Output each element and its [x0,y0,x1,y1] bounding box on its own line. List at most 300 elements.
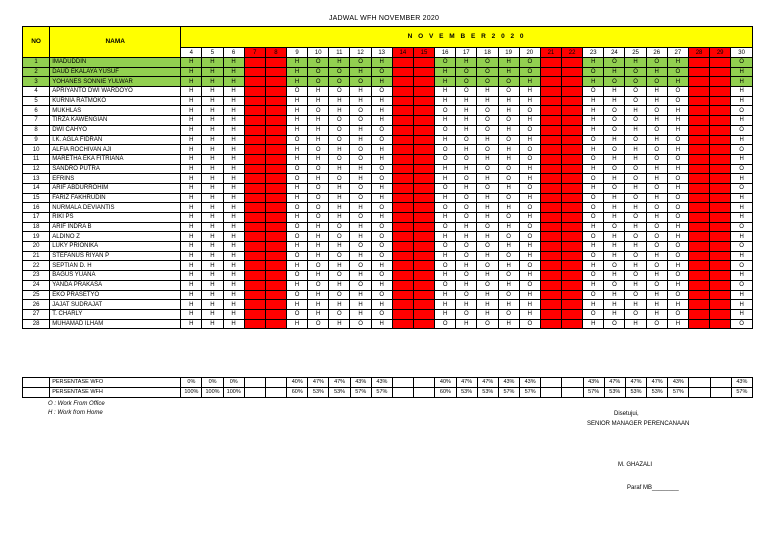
schedule-cell: O [604,116,625,126]
schedule-cell: H [435,87,456,97]
schedule-cell: O [625,96,646,106]
schedule-cell: H [308,309,329,319]
schedule-cell: H [286,193,307,203]
employee-no: 23 [23,271,50,281]
schedule-cell: H [456,300,477,310]
schedule-cell [244,193,265,203]
employee-name: SANDRO PUTRA [50,164,181,174]
schedule-cell: O [667,174,688,184]
schedule-cell: H [308,232,329,242]
employee-no: 28 [23,319,50,329]
schedule-cell: H [202,309,223,319]
schedule-cell: H [519,135,540,145]
schedule-cell: O [286,174,307,184]
employee-no: 9 [23,135,50,145]
schedule-cell: H [329,106,350,116]
schedule-cell [392,116,413,126]
schedule-cell [688,232,709,242]
schedule-cell: O [435,261,456,271]
schedule-cell [265,96,286,106]
schedule-cell: H [223,222,244,232]
schedule-cell: O [456,135,477,145]
schedule-cell: O [477,183,498,193]
schedule-cell: H [498,58,519,68]
schedule-cell: O [371,242,392,252]
employee-name: MUHAMAD ILHAM [50,319,181,329]
schedule-cell: O [308,164,329,174]
schedule-cell [540,213,561,223]
percentage-value [710,378,731,388]
percentage-value: 53% [604,388,625,398]
schedule-cell [244,116,265,126]
day-header: 11 [329,48,350,58]
schedule-cell [265,261,286,271]
header-nama: NAMA [50,27,181,58]
percentage-value: 53% [329,388,350,398]
schedule-cell: H [350,300,371,310]
schedule-cell: H [435,164,456,174]
schedule-cell: H [731,290,753,300]
employee-name: JAJAT SUDRAJAT [50,300,181,310]
schedule-cell [710,193,731,203]
schedule-cell: H [498,154,519,164]
schedule-cell: O [498,213,519,223]
schedule-cell: H [646,67,667,77]
schedule-cell: H [223,232,244,242]
schedule-cell [413,242,434,252]
percentage-value: 57% [520,388,541,398]
schedule-cell [392,125,413,135]
schedule-cell: H [181,271,202,281]
percentage-value: 47% [308,378,329,388]
percentage-value [265,378,286,388]
schedule-cell: O [646,106,667,116]
schedule-cell: H [202,251,223,261]
schedule-cell [688,251,709,261]
day-header: 22 [562,48,583,58]
schedule-cell [562,67,583,77]
schedule-cell: H [625,183,646,193]
schedule-cell: H [223,271,244,281]
schedule-cell: H [456,164,477,174]
schedule-cell: O [667,290,688,300]
schedule-cell [688,183,709,193]
schedule-cell: H [350,232,371,242]
schedule-cell: H [371,213,392,223]
employee-no: 17 [23,213,50,223]
schedule-cell: O [498,135,519,145]
schedule-cell: H [731,251,753,261]
schedule-cell: O [350,116,371,126]
percentage-value [393,378,414,388]
schedule-cell: H [519,251,540,261]
schedule-cell: O [456,154,477,164]
percentage-value: 47% [456,378,477,388]
schedule-cell [562,96,583,106]
employee-row [23,164,753,174]
schedule-cell [265,125,286,135]
schedule-cell [265,174,286,184]
employee-name: RIKI PS [50,213,181,223]
schedule-cell: H [477,87,498,97]
schedule-cell: H [646,96,667,106]
percentage-value: 47% [329,378,350,388]
schedule-cell: H [223,242,244,252]
percentage-value: 60% [435,388,456,398]
percentage-value [244,378,265,388]
schedule-cell [265,251,286,261]
schedule-cell: H [519,174,540,184]
schedule-cell: H [583,96,604,106]
employee-name: STEFANUS RIYAN P [50,251,181,261]
schedule-cell: O [371,309,392,319]
schedule-cell: H [202,135,223,145]
schedule-cell: O [625,213,646,223]
schedule-cell [265,213,286,223]
schedule-cell: O [646,319,667,329]
schedule-cell: O [667,67,688,77]
schedule-cell: O [435,58,456,68]
employee-row [23,319,753,329]
schedule-cell: O [625,271,646,281]
schedule-cell: H [202,271,223,281]
day-header: 4 [181,48,202,58]
employee-no: 8 [23,125,50,135]
schedule-cell: H [625,319,646,329]
schedule-cell [413,290,434,300]
schedule-cell: O [456,271,477,281]
schedule-cell [413,67,434,77]
schedule-cell: O [519,145,540,155]
day-header: 20 [519,48,540,58]
schedule-cell [392,271,413,281]
schedule-cell [413,280,434,290]
schedule-cell: H [223,174,244,184]
schedule-cell [392,96,413,106]
schedule-cell: H [181,222,202,232]
schedule-cell: O [646,125,667,135]
schedule-cell [540,67,561,77]
schedule-cell: H [477,271,498,281]
schedule-cell [265,280,286,290]
schedule-cell: H [223,183,244,193]
employee-row [23,77,753,87]
schedule-cell: H [456,58,477,68]
schedule-cell: H [181,87,202,97]
schedule-cell [265,193,286,203]
schedule-cell: H [583,116,604,126]
schedule-cell: O [329,222,350,232]
schedule-cell [688,106,709,116]
schedule-cell: H [435,300,456,310]
schedule-cell [244,87,265,97]
schedule-cell: H [456,145,477,155]
schedule-cell: H [181,106,202,116]
schedule-cell: H [477,154,498,164]
schedule-cell: O [498,251,519,261]
schedule-cell: H [625,280,646,290]
schedule-cell: H [604,242,625,252]
schedule-cell: H [371,145,392,155]
employee-name: BAGUS YUANA [50,271,181,281]
schedule-cell: H [350,174,371,184]
schedule-cell: H [731,174,753,184]
schedule-cell: H [646,174,667,184]
percentage-value: 57% [668,388,689,398]
schedule-cell [244,290,265,300]
schedule-cell [392,174,413,184]
employee-name: MARETHA EKA FITRIANA [50,154,181,164]
day-header: 8 [265,48,286,58]
schedule-cell: O [667,309,688,319]
schedule-cell: H [308,251,329,261]
schedule-cell: O [604,77,625,87]
schedule-cell [562,222,583,232]
schedule-cell: O [329,174,350,184]
schedule-cell: H [371,58,392,68]
schedule-cell: H [350,203,371,213]
schedule-cell [540,251,561,261]
schedule-cell: O [519,154,540,164]
schedule-cell [562,300,583,310]
schedule-cell: H [604,154,625,164]
schedule-cell [540,183,561,193]
schedule-cell: H [308,116,329,126]
schedule-cell [392,77,413,87]
schedule-cell: H [604,87,625,97]
schedule-cell: O [329,309,350,319]
schedule-cell: H [308,271,329,281]
schedule-cell: O [308,77,329,87]
schedule-cell: H [519,96,540,106]
schedule-cell: O [583,193,604,203]
schedule-cell [392,232,413,242]
employee-no: 24 [23,280,50,290]
schedule-cell [562,135,583,145]
schedule-cell: H [286,125,307,135]
schedule-cell: O [329,87,350,97]
schedule-cell: O [477,67,498,77]
schedule-cell [710,116,731,126]
percentage-value: 43% [498,378,519,388]
schedule-cell: H [223,164,244,174]
schedule-cell: O [583,67,604,77]
schedule-cell [710,319,731,329]
employee-row [23,203,753,213]
schedule-cell [688,271,709,281]
schedule-cell: H [498,203,519,213]
schedule-cell: O [604,280,625,290]
schedule-cell: H [731,87,753,97]
employee-row [23,261,753,271]
day-header: 26 [646,48,667,58]
schedule-cell: H [498,145,519,155]
schedule-cell: O [519,280,540,290]
employee-row [23,154,753,164]
schedule-cell: O [519,67,540,77]
schedule-cell [392,261,413,271]
schedule-cell: H [519,290,540,300]
schedule-cell: H [625,300,646,310]
schedule-cell: H [223,193,244,203]
schedule-cell: H [181,232,202,242]
percentage-label: PERSENTASE WFH [50,388,181,398]
schedule-cell [710,96,731,106]
schedule-cell: H [646,135,667,145]
employee-no: 19 [23,232,50,242]
schedule-cell: O [456,213,477,223]
schedule-cell: O [350,58,371,68]
schedule-cell: H [667,58,688,68]
schedule-cell: O [646,203,667,213]
schedule-cell [710,125,731,135]
schedule-cell [562,164,583,174]
schedule-cell: O [435,280,456,290]
schedule-cell: H [583,222,604,232]
schedule-cell [562,290,583,300]
schedule-cell: O [329,290,350,300]
schedule-cell: O [625,232,646,242]
day-header: 16 [435,48,456,58]
schedule-cell: H [498,261,519,271]
schedule-cell: H [329,319,350,329]
schedule-cell: H [202,232,223,242]
percentage-value: 53% [647,388,668,398]
schedule-cell: O [371,174,392,184]
schedule-cell: H [223,203,244,213]
schedule-cell: H [223,96,244,106]
schedule-cell: O [308,319,329,329]
employee-row [23,222,753,232]
schedule-cell: O [731,222,753,232]
schedule-cell: H [202,242,223,252]
schedule-cell: O [371,135,392,145]
schedule-cell: H [498,300,519,310]
schedule-cell [392,183,413,193]
schedule-cell: H [625,154,646,164]
schedule-cell: O [286,271,307,281]
schedule-cell [265,145,286,155]
schedule-cell [688,116,709,126]
schedule-cell: H [329,193,350,203]
schedule-cell [688,309,709,319]
day-header: 24 [604,48,625,58]
schedule-cell: O [435,222,456,232]
schedule-cell [710,203,731,213]
schedule-cell: O [646,154,667,164]
schedule-cell: H [202,193,223,203]
schedule-cell [540,280,561,290]
schedule-cell: O [371,87,392,97]
schedule-cell: O [435,319,456,329]
schedule-cell: H [667,261,688,271]
schedule-cell [710,300,731,310]
schedule-cell: O [477,280,498,290]
schedule-cell: O [731,242,753,252]
day-header: 18 [477,48,498,58]
schedule-cell [244,174,265,184]
schedule-cell: H [625,145,646,155]
schedule-cell [413,174,434,184]
schedule-cell: O [329,154,350,164]
employee-name: NURMALA DEVIANTIS [50,203,181,213]
schedule-cell: O [667,154,688,164]
schedule-cell: O [350,145,371,155]
schedule-cell: O [646,232,667,242]
schedule-cell: O [371,125,392,135]
schedule-cell [413,232,434,242]
schedule-cell [413,106,434,116]
schedule-cell: O [646,222,667,232]
schedule-cell: O [625,164,646,174]
schedule-cell: O [350,319,371,329]
percentage-value: 100% [181,388,202,398]
schedule-cell: O [350,280,371,290]
schedule-cell [688,125,709,135]
schedule-cell: H [181,174,202,184]
schedule-cell: O [604,164,625,174]
schedule-cell: H [371,319,392,329]
schedule-cell: O [498,174,519,184]
schedule-cell: O [371,164,392,174]
schedule-cell: H [181,164,202,174]
schedule-cell: O [371,271,392,281]
schedule-cell: H [646,87,667,97]
schedule-cell: H [350,222,371,232]
schedule-cell: H [286,77,307,87]
schedule-cell: O [667,135,688,145]
schedule-cell [540,96,561,106]
schedule-cell: H [667,116,688,126]
employee-row [23,96,753,106]
schedule-cell: O [498,309,519,319]
schedule-cell: O [731,145,753,155]
schedule-cell [413,222,434,232]
schedule-cell: O [498,77,519,87]
percentage-value: 57% [350,388,371,398]
schedule-cell: H [731,300,753,310]
schedule-cell: H [181,193,202,203]
employee-no: 2 [23,67,50,77]
schedule-cell: O [731,106,753,116]
schedule-cell: O [498,290,519,300]
schedule-cell: H [435,193,456,203]
schedule-cell [688,290,709,300]
schedule-cell: H [181,251,202,261]
schedule-cell: H [731,232,753,242]
schedule-cell: O [435,242,456,252]
schedule-cell: O [583,203,604,213]
schedule-cell [392,193,413,203]
day-header: 13 [371,48,392,58]
day-header: 14 [392,48,413,58]
schedule-cell: H [604,174,625,184]
schedule-cell [392,309,413,319]
schedule-cell: O [350,154,371,164]
schedule-cell: O [583,154,604,164]
schedule-cell: H [350,87,371,97]
employee-row [23,193,753,203]
schedule-cell: H [498,183,519,193]
schedule-cell: H [583,58,604,68]
schedule-cell: H [329,203,350,213]
percentage-value: 40% [287,378,308,388]
schedule-cell: H [731,135,753,145]
percentage-row [23,378,753,388]
schedule-cell: H [435,232,456,242]
schedule-cell [413,58,434,68]
schedule-cell: H [329,145,350,155]
